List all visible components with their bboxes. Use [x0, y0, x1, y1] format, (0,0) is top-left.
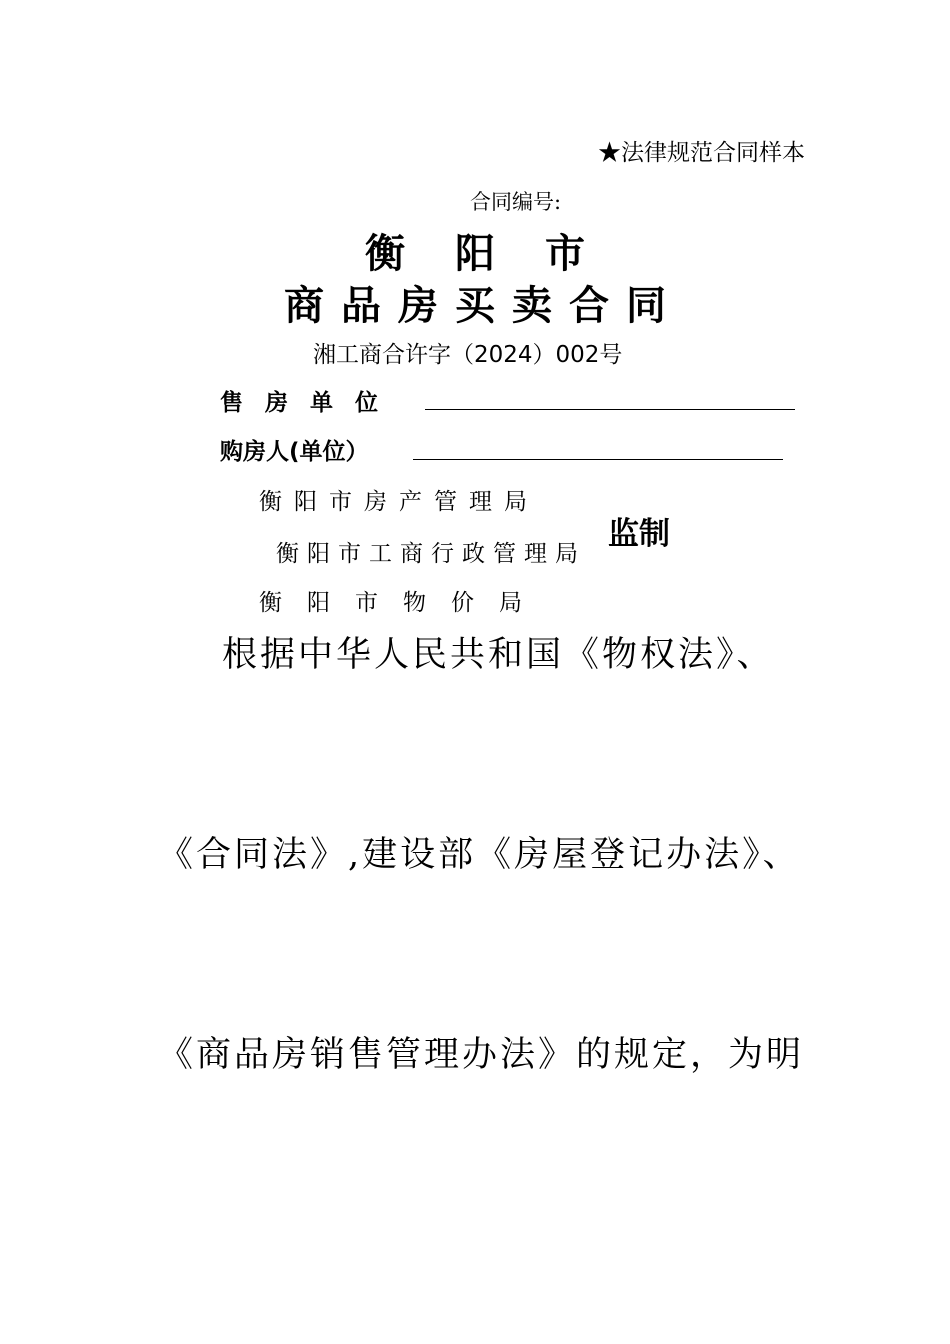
document-title: 商品房买卖合同 [284, 283, 683, 329]
buyer-blank-line [413, 459, 783, 460]
authority-commerce-bureau: 衡阳市工商行政管理局 [276, 541, 586, 567]
buyer-label: 购房人(单位） [220, 439, 369, 465]
seller-label: 售房单位 [220, 390, 400, 416]
permit-number: 湘工商合许字（2024）002号 [313, 342, 623, 368]
authority-housing-bureau: 衡阳市房产管理局 [259, 489, 539, 515]
body-line: 《商品房销售管理办法》的规定，为明 [158, 1035, 805, 1075]
seller-blank-line [425, 409, 795, 410]
sample-tag: ★法律规范合同样本 [598, 140, 805, 166]
city-title: 衡阳市 [365, 231, 635, 277]
body-line: 《合同法》,建设部《房屋登记办法》、 [158, 835, 801, 875]
body-line: 根据中华人民共和国《物权法》、 [222, 635, 775, 675]
contract-number-label: 合同编号: [470, 190, 562, 214]
supervise-label: 监制 [608, 516, 670, 552]
authority-price-bureau: 衡阳市物价局 [259, 590, 547, 616]
